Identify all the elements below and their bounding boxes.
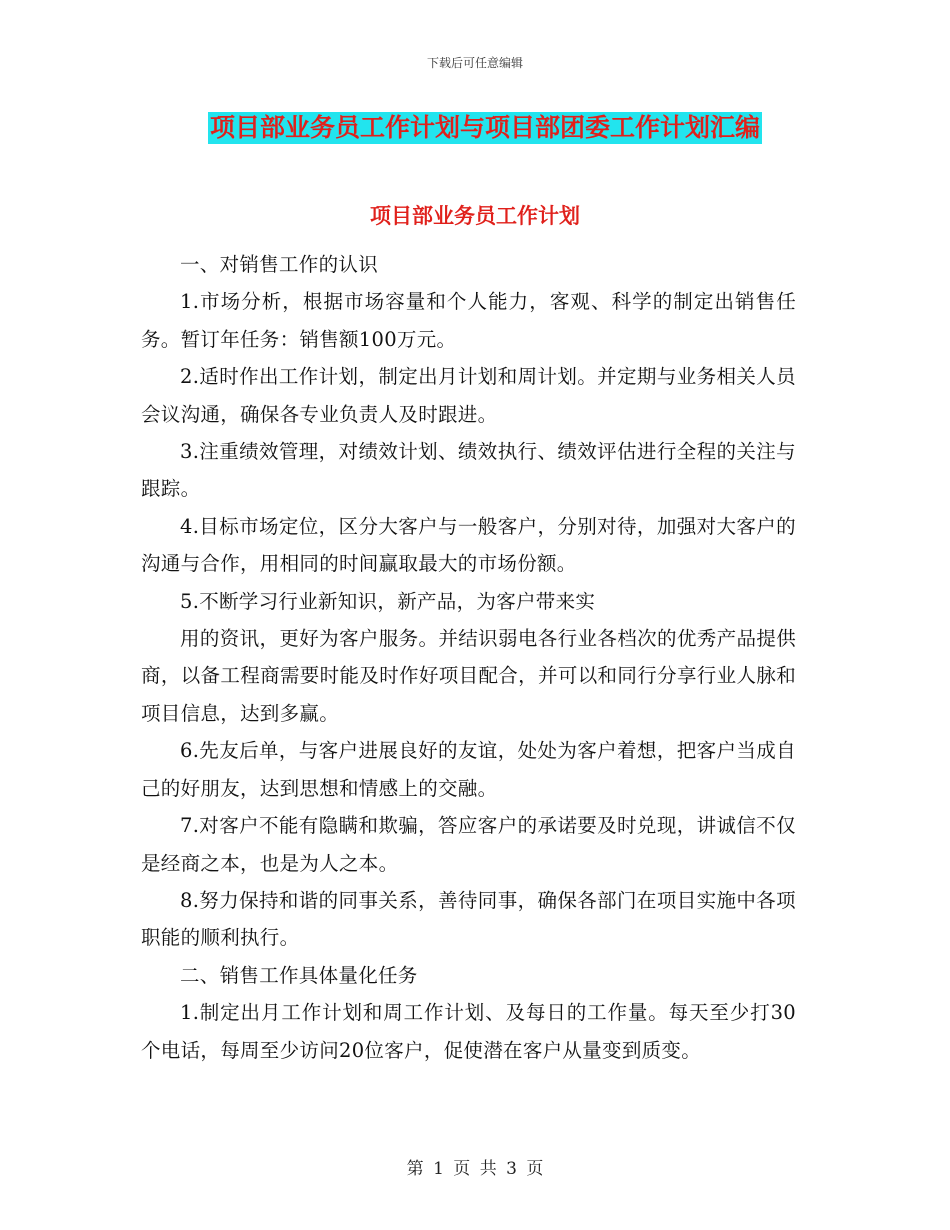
- body-paragraph: 5.不断学习行业新知识，新产品，为客户带来实: [180, 589, 596, 613]
- document-title: 项目部业务员工作计划与项目部团委工作计划汇编: [210, 113, 761, 142]
- body-paragraph: 1.市场分析，根据市场容量和个人能力，客观、科学的制定出销售任务。暂订年任务：销售额100万元。: [141, 290, 796, 351]
- page-number-footer: 第 1 页 共 3 页: [406, 1159, 544, 1179]
- body-paragraph: 7.对客户不能有隐瞒和欺骗，答应客户的承诺要及时兑现，讲诚信不仅是经商之本，也是为人之本。: [141, 814, 796, 875]
- body-paragraph: 8.努力保持和谐的同事关系，善待同事，确保各部门在项目实施中各项职能的顺利执行。: [141, 888, 796, 950]
- body-paragraph: 2.适时作出工作计划，制定出月计划和周计划。并定期与业务相关人员会议沟通，确保各专业负责人及时跟进。: [141, 365, 796, 426]
- heading-paragraph: 一、对销售工作的认识: [180, 253, 379, 276]
- page-header-note: 下载后可任意编辑: [426, 56, 523, 70]
- body-paragraph: 3.注重绩效管理，对绩效计划、绩效执行、绩效评估进行全程的关注与跟踪。: [141, 440, 796, 501]
- body-paragraph: 4.目标市场定位，区分大客户与一般客户，分别对待，加强对大客户的沟通与合作，用相同的时间赢取最大的市场份额。: [141, 514, 796, 576]
- document-body: [141, 246, 796, 1069]
- heading-paragraph: 二、销售工作具体量化任务: [180, 963, 418, 987]
- section-title: 项目部业务员工作计划: [370, 204, 580, 228]
- body-paragraph: 1.制定出月工作计划和周工作计划、及每日的工作量。每天至少打30个电话，每周至少访问20位客户，促使潜在客户从量变到质变。: [141, 1001, 796, 1062]
- body-paragraph: 6.先友后单，与客户进展良好的友谊，处处为客户着想，把客户当成自己的好朋友，达到思想和情感上的交融。: [141, 739, 796, 800]
- body-paragraph: 用的资讯，更好为客户服务。并结识弱电各行业各档次的优秀产品提供商，以备工程商需要时能及时作好项目配合，并可以和同行分享行业人脉和项目信息，达到多赢。: [141, 627, 796, 725]
